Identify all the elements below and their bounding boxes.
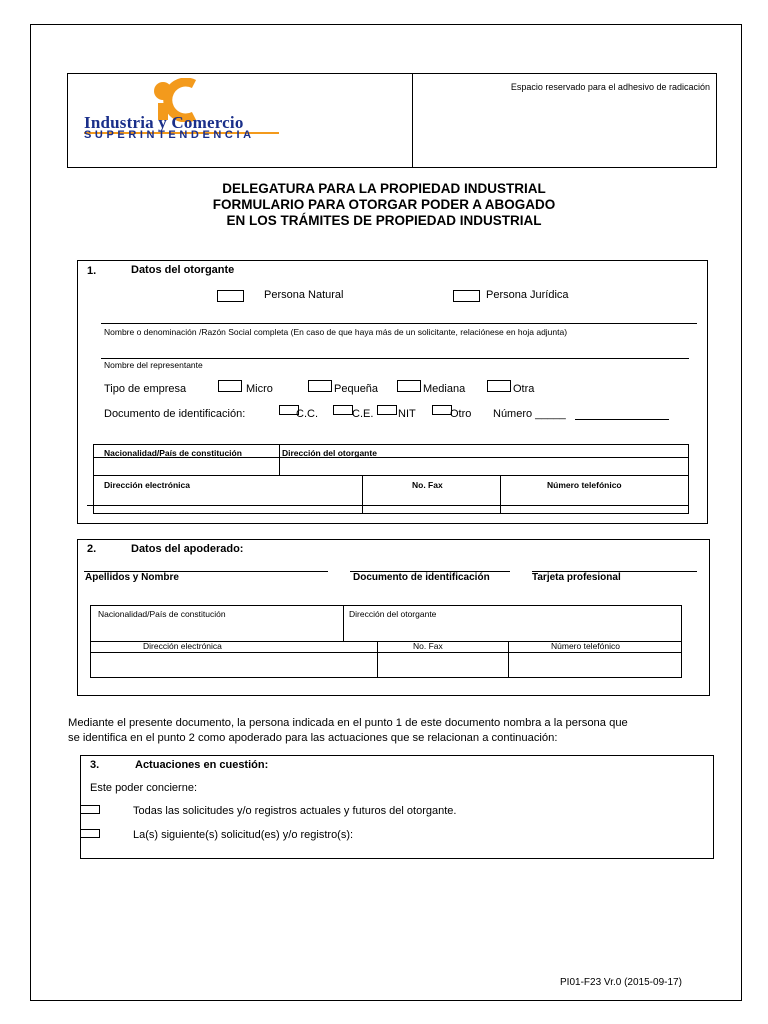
- table-divider: [93, 475, 689, 476]
- otra-label: Otra: [513, 383, 535, 395]
- nit-checkbox[interactable]: [377, 405, 397, 415]
- table-divider: [90, 652, 682, 653]
- numero-label: Número _____: [493, 408, 566, 420]
- section-3-heading: Actuaciones en cuestión:: [135, 759, 269, 771]
- ce-checkbox[interactable]: [333, 405, 353, 415]
- documento-label: Documento de identificación:: [104, 408, 246, 420]
- section-3-number: 3.: [90, 759, 100, 771]
- direccion-otorgante-header: Dirección del otorgante: [282, 448, 377, 458]
- cc-label: C.C.: [296, 408, 318, 420]
- table-divider: [343, 605, 344, 641]
- section-1-heading: Datos del otorgante: [131, 264, 235, 276]
- title-line-2: FORMULARIO PARA OTORGAR PODER A ABOGADO: [212, 197, 556, 212]
- nit-label: NIT: [398, 408, 416, 420]
- logo-name: Industria y Comercio: [84, 113, 244, 132]
- title-line-1: DELEGATURA PARA LA PROPIEDAD INDUSTRIAL: [222, 181, 546, 196]
- tipo-empresa-label: Tipo de empresa: [104, 383, 187, 395]
- section-2-heading: Datos del apoderado:: [131, 543, 244, 555]
- header-divider: [412, 73, 413, 167]
- todas-checkbox[interactable]: [80, 805, 100, 814]
- persona-juridica-checkbox[interactable]: [453, 290, 480, 302]
- table-divider: [377, 641, 378, 678]
- reserved-space-label: Espacio reservado para el adhesivo de radicación: [510, 82, 710, 92]
- tarjeta-label: Tarjeta profesional: [532, 572, 621, 583]
- nombre-line[interactable]: [101, 323, 697, 324]
- siguientes-checkbox[interactable]: [80, 829, 100, 838]
- otro-checkbox[interactable]: [432, 405, 452, 415]
- representante-label: Nombre del representante: [104, 360, 203, 370]
- telefono-apoderado-header: Número telefónico: [551, 641, 620, 651]
- title-line-3: EN LOS TRÁMITES DE PROPIEDAD INDUSTRIAL: [226, 213, 542, 228]
- apellidos-label: Apellidos y Nombre: [85, 572, 179, 583]
- persona-juridica-label: Persona Jurídica: [486, 289, 569, 301]
- form-code: PI01-F23 Vr.0 (2015-09-17): [560, 977, 682, 988]
- section-1-number: 1.: [87, 265, 97, 277]
- mediana-checkbox[interactable]: [397, 380, 421, 392]
- mediana-label: Mediana: [423, 383, 466, 395]
- paragraph-line-1: Mediante el presente documento, la persona indicada en el punto 1 de este documento nombra a la persona que: [68, 717, 628, 729]
- persona-natural-label: Persona Natural: [264, 289, 344, 301]
- otra-checkbox[interactable]: [487, 380, 511, 392]
- table-divider: [362, 475, 363, 514]
- fax-header: No. Fax: [412, 480, 443, 490]
- ce-label: C.E.: [352, 408, 374, 420]
- documento-apoderado-label: Documento de identificación: [353, 572, 490, 583]
- nacionalidad-apoderado-header: Nacionalidad/País de constitución: [98, 609, 226, 619]
- fax-apoderado-header: No. Fax: [413, 641, 443, 651]
- table-divider: [508, 641, 509, 678]
- siguientes-label: La(s) siguiente(s) solicitud(es) y/o registro(s):: [133, 829, 354, 841]
- todas-label: Todas las solicitudes y/o registros actuales y futuros del otorgante.: [133, 805, 457, 817]
- nacionalidad-header: Nacionalidad/País de constitución: [104, 448, 242, 458]
- table-divider: [87, 505, 689, 506]
- micro-checkbox[interactable]: [218, 380, 242, 392]
- paragraph-line-2: se identifica en el punto 2 como apoderado para las actuaciones que se relacionan a continuación:: [68, 732, 558, 744]
- numero-line[interactable]: [575, 419, 669, 420]
- table-divider: [500, 475, 501, 514]
- micro-label: Micro: [246, 383, 273, 395]
- persona-natural-checkbox[interactable]: [217, 290, 244, 302]
- telefono-header: Número telefónico: [547, 480, 622, 490]
- logo-subtitle: SUPERINTENDENCIA: [84, 129, 255, 141]
- representante-line[interactable]: [101, 358, 689, 359]
- section-2-number: 2.: [87, 543, 97, 555]
- concierne-label: Este poder concierne:: [90, 782, 198, 794]
- direccion-electronica-apoderado-header: Dirección electrónica: [143, 641, 222, 651]
- direccion-electronica-header: Dirección electrónica: [104, 480, 190, 490]
- pequena-label: Pequeña: [334, 383, 379, 395]
- table-divider: [279, 444, 280, 475]
- nombre-label: Nombre o denominación /Razón Social completa (En caso de que haya más de un solicitante, relaciónese en hoja adjunta): [104, 327, 568, 337]
- pequena-checkbox[interactable]: [308, 380, 332, 392]
- direccion-apoderado-header: Dirección del otorgante: [349, 609, 437, 619]
- otro-label: Otro: [450, 408, 472, 420]
